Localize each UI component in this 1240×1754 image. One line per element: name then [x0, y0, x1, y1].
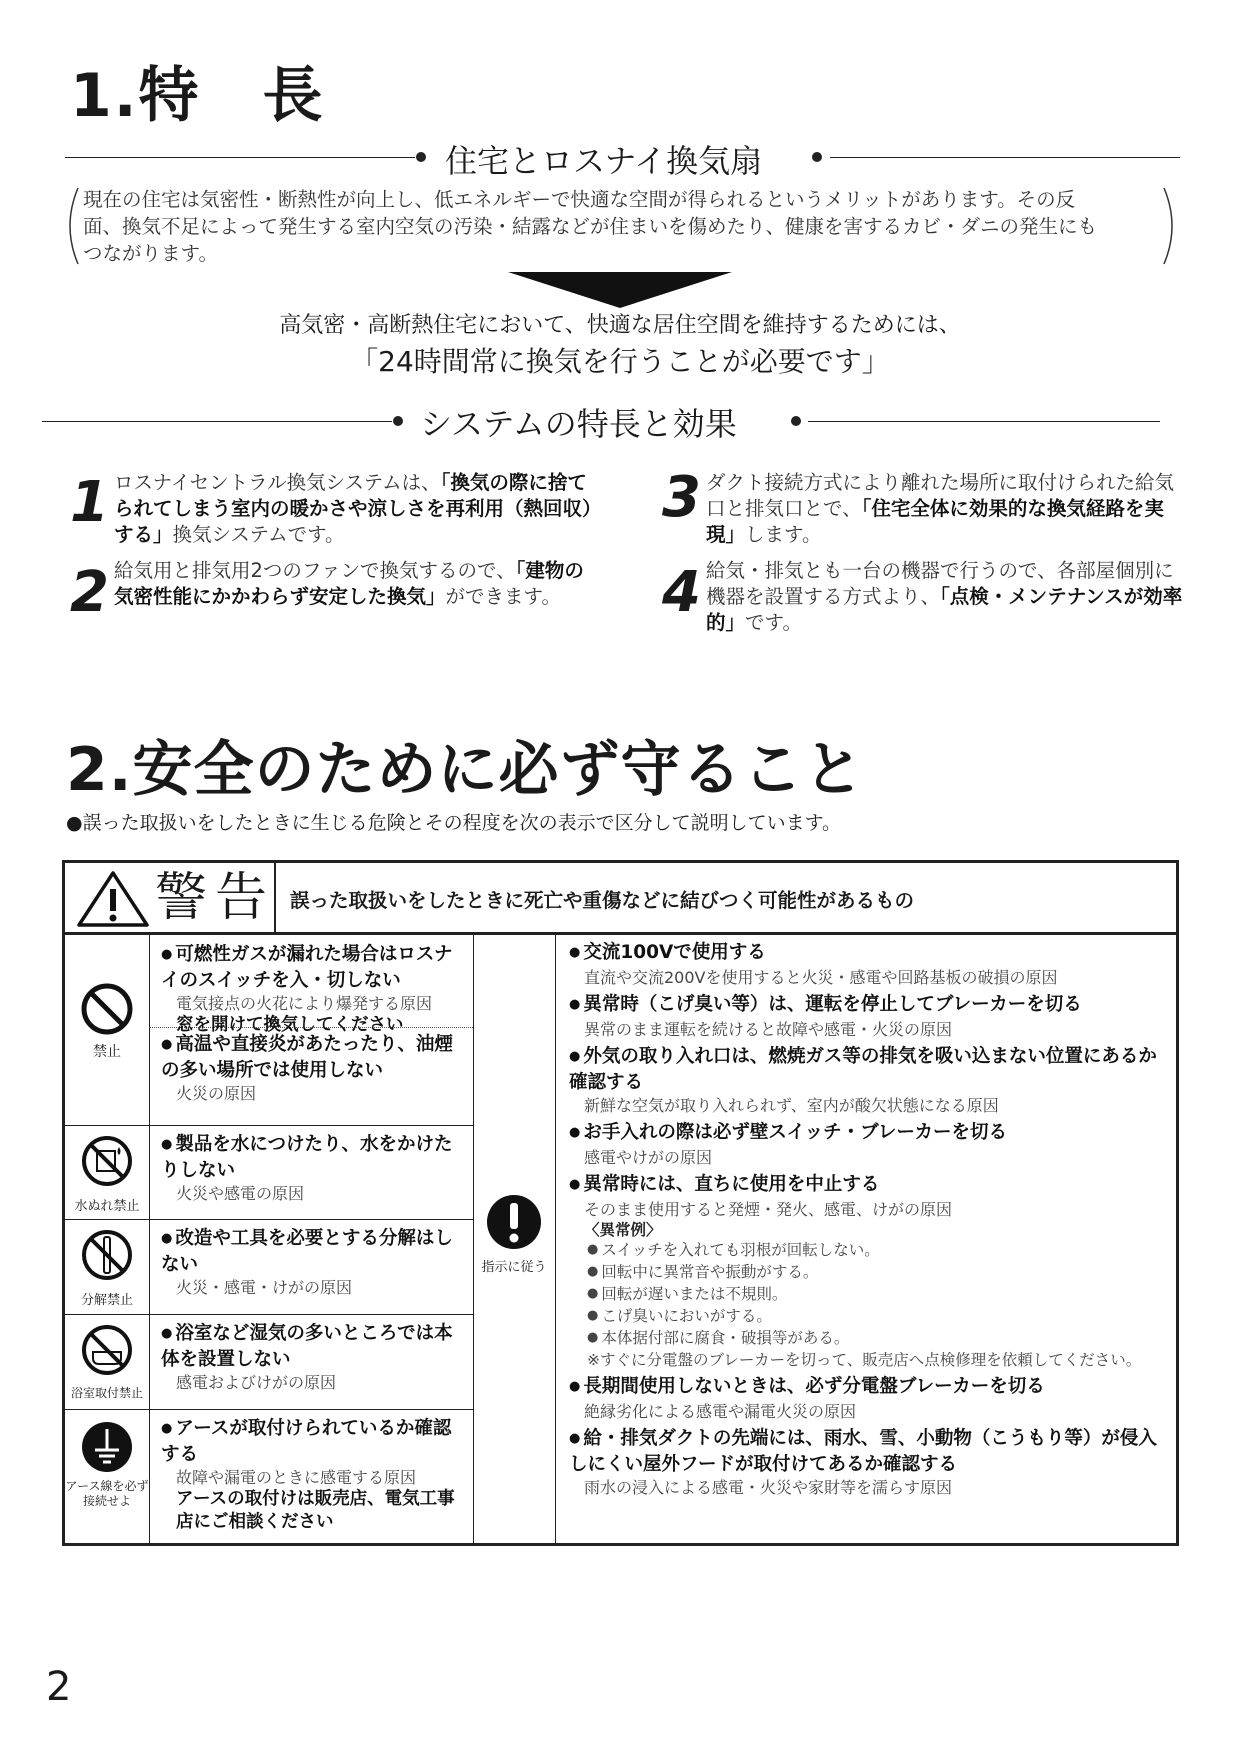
prohibited-label: 禁止 — [93, 1044, 121, 1060]
item-title: ● 異常時には、直ちに使用を中止する — [569, 1173, 1169, 1199]
feature-emphasis: 「点検・メンテナンスが効率的」 — [706, 585, 1183, 634]
divider — [65, 1314, 473, 1315]
item-description: 雨水の浸入による感電・火災や家財等を濡らす原因 — [584, 1478, 953, 1497]
feature-1 — [114, 470, 592, 548]
feature-3 — [706, 470, 1184, 548]
no-disassembly-icon — [79, 1227, 135, 1283]
feature-text: します。 — [745, 523, 822, 546]
item-title: ● 給・排気ダクトの先端には、雨水、雪、小動物（こうもり等）が侵入しにくい屋外フードが取付けてあるか確認する — [569, 1427, 1169, 1477]
feature-2 — [114, 558, 592, 610]
abnormal-note: ※すぐに分電盤のブレーカーを切って、販売店へ点検修理を依頼してください。 — [587, 1351, 1142, 1369]
feature-number: 2 — [70, 560, 109, 625]
earth-ground-icon — [79, 1419, 135, 1475]
warning-header — [65, 863, 1176, 935]
page-number: 2 — [46, 1664, 72, 1710]
abnormal-example: ● こげ臭いにおいがする。 — [569, 1306, 1169, 1328]
warning-triangle-icon — [75, 869, 151, 929]
no-bathroom-label: 浴室取付禁止 — [70, 1386, 143, 1400]
right-item — [569, 1121, 1169, 1168]
item-title: ● 可燃性ガスが漏れた場合はロスナイのスイッチを入・切しない — [161, 943, 467, 993]
abnormal-example: ● 回転中に異常音や振動がする。 — [569, 1262, 1169, 1284]
feature-text: ロスナイセントラル換気システムは、 — [114, 471, 441, 494]
divider — [65, 157, 415, 158]
section2-note: ●誤った取扱いをしたときに生じる危険とその程度を次の表示で区分して説明しています。 — [66, 812, 842, 834]
left-item-3 — [161, 1133, 467, 1204]
feature-emphasis: 「換気の際に捨てられてしまう室内の暖かさや涼しさを再利用（熱回収）する」 — [114, 471, 592, 546]
item-title: ● 異常時（こげ臭い等）は、運転を停止してブレーカーを切る — [569, 993, 1169, 1019]
feature-text: 給気・排気とも一台の機器で行うので、各部屋個別に機器を設置する方式より、 — [706, 559, 1174, 608]
bullet-dot — [416, 152, 426, 162]
feature-text: 給気用と排気用2つのファンで換気するので、 — [114, 559, 516, 582]
item-description: 新鮮な空気が取り入れられず、室内が酸欠状態になる原因 — [584, 1096, 999, 1115]
feature-emphasis: 「建物の気密性能にかかわらず安定した換気」 — [114, 559, 584, 608]
intro-line: 面、換気不足によって発生する室内空気の汚染・結露などが住まいを傷めたり、健康を害するカビ・ダニの発生にも — [83, 215, 1098, 238]
conclusion-line1: 高気密・高断熱住宅において、快適な居住空間を維持するためには、 — [279, 313, 961, 338]
earth-label: アース線を必ず接続せよ — [65, 1479, 149, 1508]
left-item-6 — [161, 1417, 467, 1534]
mandatory-action-icon — [485, 1193, 543, 1251]
divider — [473, 935, 474, 1543]
item-title: ● 交流100Vで使用する — [569, 941, 1169, 967]
right-item — [569, 941, 1169, 988]
warning-description: 誤った取扱いをしたときに死亡や重傷などに結びつく可能性があるもの — [290, 889, 915, 912]
item-description: 火災の原因 — [176, 1084, 257, 1103]
bullet-dot — [791, 416, 801, 426]
abnormal-example: ● 回転が遅いまたは不規則。 — [569, 1284, 1169, 1306]
left-item-2 — [161, 1033, 467, 1104]
item-title: ● 高温や直接炎があたったり、油煙の多い場所では使用しない — [161, 1033, 467, 1083]
section2-title: 2.安全のために必ず守ること — [66, 735, 865, 805]
right-item — [569, 1427, 1169, 1498]
item-title: ● アースが取付けられているか確認する — [161, 1417, 467, 1467]
item-description: 直流や交流200Vを使用すると火災・感電や回路基板の破損の原因 — [584, 968, 1058, 987]
left-bracket — [58, 186, 82, 266]
warning-table — [62, 860, 1179, 1546]
item-description: 異常のまま運転を続けると故障や感電・火災の原因 — [584, 1020, 953, 1039]
bullet-dot — [393, 416, 403, 426]
divider — [555, 935, 556, 1543]
item-description: 感電やけがの原因 — [584, 1148, 713, 1167]
intro-line: 現在の住宅は気密性・断熱性が向上し、低エネルギーで快適な空間が得られるというメリットがあります。その反 — [83, 188, 1076, 211]
item-title: ● 改造や工具を必要とする分解はしない — [161, 1227, 467, 1277]
right-item — [569, 993, 1169, 1040]
item-note: アースの取付けは販売店、電気工事店にご相談ください — [176, 1489, 455, 1532]
feature-number: 3 — [662, 465, 701, 530]
subheading-system: システムの特長と効果 — [420, 405, 737, 443]
item-title: ● 長期間使用しないときは、必ず分電盤ブレーカーを切る — [569, 1375, 1169, 1401]
divider — [274, 863, 276, 932]
intro-paragraph — [83, 186, 1163, 267]
feature-text: ができます。 — [445, 585, 561, 608]
item-note: 窓を開けて換気してください — [176, 1015, 404, 1035]
right-items — [569, 941, 1169, 1498]
item-title: ● 浴室など湿気の多いところでは本体を設置しない — [161, 1322, 467, 1372]
feature-text: 換気システムです。 — [172, 523, 345, 546]
no-wet-icon — [79, 1133, 135, 1189]
feature-number: 1 — [70, 470, 109, 535]
right-item — [569, 1173, 1169, 1370]
item-description: そのまま使用すると発煙・発火、感電、けがの原因 — [584, 1200, 953, 1219]
no-disassembly-label: 分解禁止 — [80, 1293, 133, 1308]
section1-title: 1.特 長 — [70, 61, 325, 131]
feature-4 — [706, 558, 1184, 636]
left-item-1 — [161, 943, 467, 1037]
intro-line: つながります。 — [83, 242, 218, 265]
divider — [808, 421, 1160, 422]
left-item-5 — [161, 1322, 467, 1393]
item-title: ● 製品を水につけたり、水をかけたりしない — [161, 1133, 467, 1183]
item-description: 絶縁劣化による感電や漏電火災の原因 — [584, 1402, 857, 1421]
item-description: 電気接点の火花により爆発する原因 — [176, 994, 433, 1013]
abnormal-example: ● 本体据付部に腐食・破損等がある。 — [569, 1328, 1169, 1350]
item-description: 故障や漏電のときに感電する原因 — [176, 1468, 417, 1487]
item-title: ● お手入れの際は必ず壁スイッチ・ブレーカーを切る — [569, 1121, 1169, 1147]
feature-text: です。 — [745, 611, 802, 634]
no-bathroom-icon — [79, 1322, 135, 1378]
feature-emphasis: 「住宅全体に効果的な換気経路を実現」 — [706, 497, 1164, 546]
abnormal-heading: 〈異常例〉 — [584, 1221, 662, 1239]
down-arrow-icon — [508, 272, 732, 308]
divider — [65, 1409, 473, 1410]
feature-number: 4 — [662, 560, 701, 625]
follow-label: 指示に従う — [481, 1260, 547, 1275]
no-wet-label: 水ぬれ禁止 — [74, 1199, 140, 1214]
item-description: 火災・感電・けがの原因 — [176, 1278, 353, 1297]
right-bracket — [1160, 186, 1184, 266]
warning-label: 警告 — [155, 868, 276, 928]
subheading-housing: 住宅とロスナイ換気扇 — [445, 142, 763, 180]
prohibited-icon — [79, 981, 135, 1037]
item-description: 感電およびけがの原因 — [176, 1373, 337, 1392]
divider — [65, 1125, 473, 1126]
divider — [830, 157, 1180, 158]
divider — [42, 421, 392, 422]
item-title: ● 外気の取り入れ口は、燃焼ガス等の排気を吸い込まない位置にあるか確認する — [569, 1045, 1169, 1095]
item-description: 火災や感電の原因 — [176, 1184, 305, 1203]
abnormal-example: ● スイッチを入れても羽根が回転しない。 — [569, 1240, 1169, 1262]
left-item-4 — [161, 1227, 467, 1298]
feature-text: ダクト接続方式により離れた場所に取付けられた給気口と排気口とで、 — [706, 471, 1175, 520]
conclusion-line2: 「24時間常に換気を行うことが必要です」 — [350, 345, 890, 378]
right-item — [569, 1045, 1169, 1116]
right-item — [569, 1375, 1169, 1422]
divider — [65, 1219, 473, 1220]
bullet-dot — [812, 152, 822, 162]
